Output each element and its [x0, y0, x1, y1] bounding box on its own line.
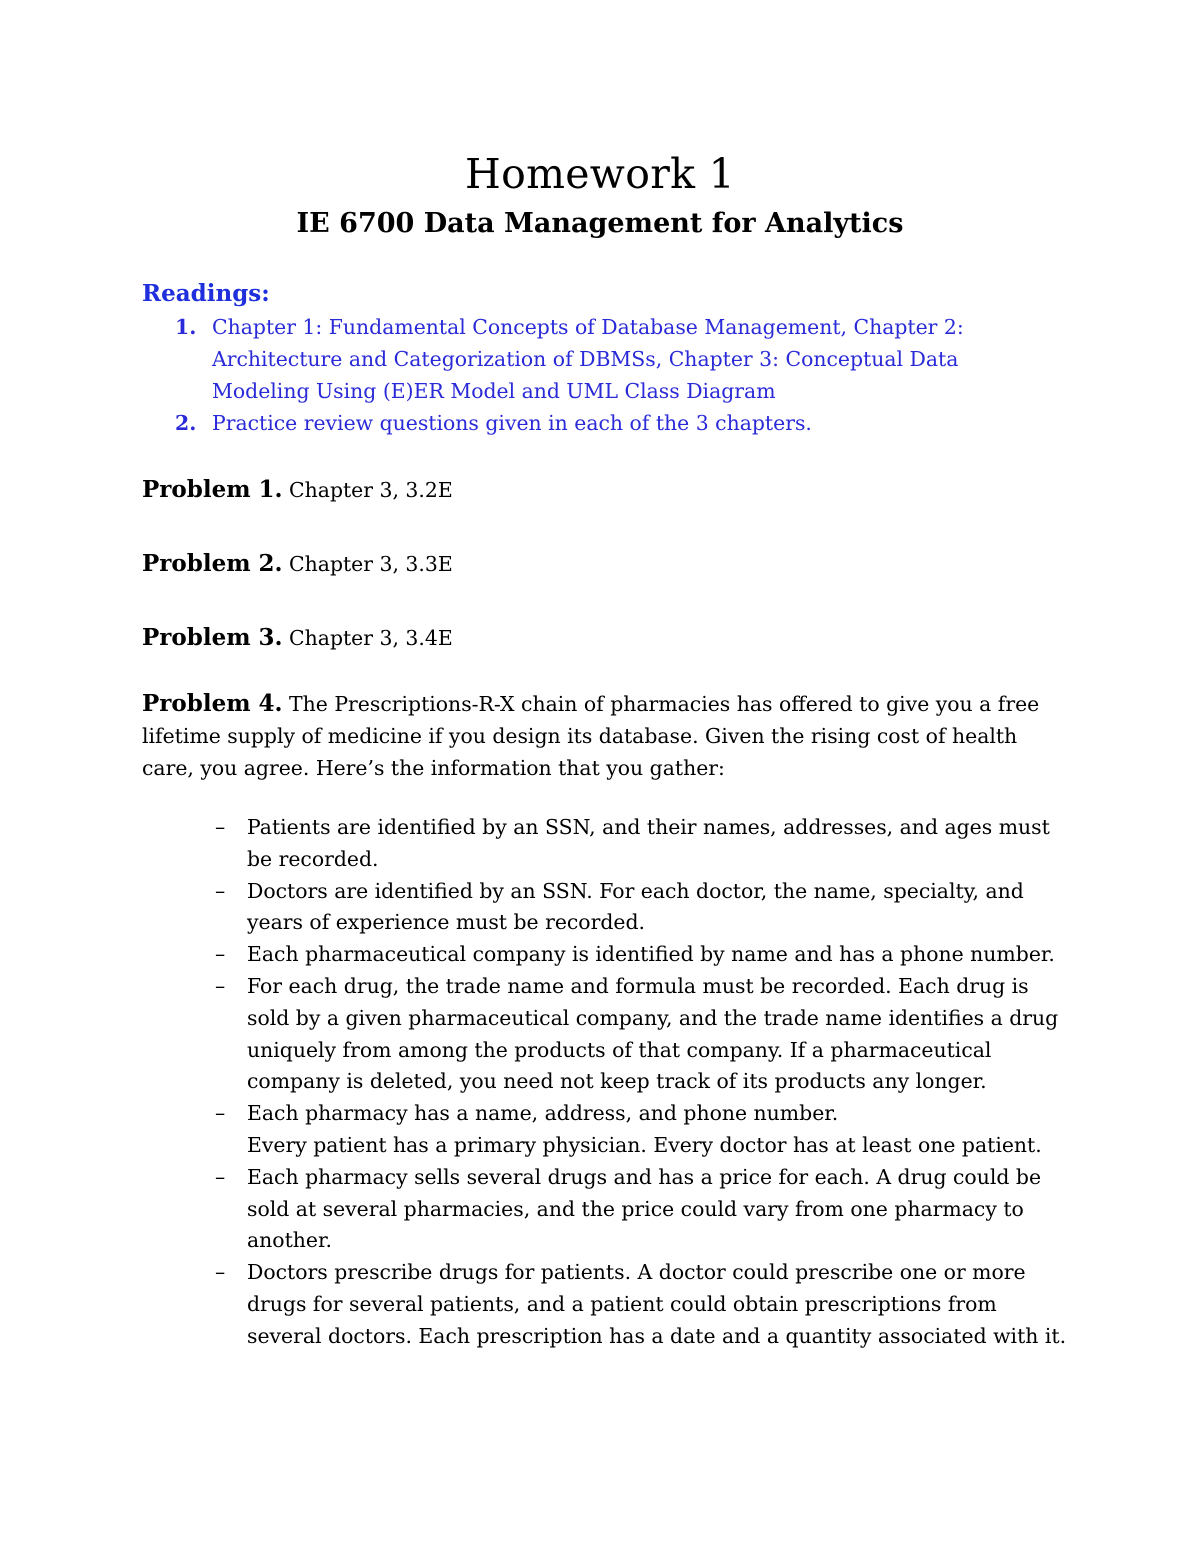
readings-heading: Readings:: [142, 280, 270, 307]
document-title: Homework 1: [465, 150, 735, 198]
requirement-item: [142, 1098, 1072, 1162]
requirement-text: Each pharmacy sells several drugs and has a price for each. A drug could be sold at several pharmacies, and the price could vary from one pharmacy to another.: [247, 1164, 1042, 1253]
dash-bullet: –: [215, 942, 226, 967]
problem-text: The Prescriptions-R-X chain of pharmacies has offered to give you a free lifetime supply of medicine if you design its database. Given the rising cost of health care, you agree. Here’s the information that you gather:: [142, 692, 1040, 780]
requirement-text: Patients are identified by an SSN, and their names, addresses, and ages must be recorded.: [247, 815, 1050, 871]
reading-number: 1.: [175, 315, 197, 339]
readings-list: [142, 311, 1002, 439]
problem-text: Chapter 3, 3.4E: [289, 626, 453, 650]
problem-label: Problem 1.: [142, 476, 283, 503]
dash-bullet: –: [215, 878, 226, 903]
problem-1: [142, 474, 1062, 506]
dash-bullet: –: [215, 1101, 226, 1126]
requirement-item: [142, 1162, 1072, 1257]
problem-3: [142, 622, 1062, 654]
problem-text: Chapter 3, 3.3E: [289, 552, 453, 576]
requirement-text: Doctors are identified by an SSN. For each doctor, the name, specialty, and years of experience must be recorded.: [247, 878, 1024, 935]
requirement-text: Each pharmaceutical company is identified by name and has a phone number.: [247, 942, 1055, 967]
requirement-item: [142, 971, 1072, 1098]
reading-item: [142, 311, 1002, 407]
dash-bullet: –: [215, 815, 226, 839]
requirement-item: [142, 876, 1072, 940]
dash-bullet: –: [215, 973, 226, 998]
requirement-item: [142, 1257, 1072, 1352]
document-subtitle: IE 6700 Data Management for Analytics: [296, 208, 904, 239]
requirement-item: [142, 812, 1072, 876]
problem-label: Problem 2.: [142, 550, 283, 577]
problem-2: [142, 548, 1062, 580]
reading-text: Practice review questions given in each of the 3 chapters.: [212, 411, 812, 435]
problem-label: Problem 3.: [142, 624, 283, 651]
requirement-extra-text: Every patient has a primary physician. Every doctor has at least one patient.: [247, 1132, 1042, 1157]
requirement-text: Doctors prescribe drugs for patients. A doctor could prescribe one or more drugs for several patients, and a patient could obtain prescriptions from several doctors. Each prescription has a date and a quantity associated with it.: [247, 1260, 1067, 1348]
reading-text: Chapter 1: Fundamental Concepts of Database Management, Chapter 2: Architecture and Categorization of DBMSs, Chapter 3: Conceptual Data Modeling Using (E)ER Model and UML Class Diagram: [212, 315, 964, 403]
requirements-list: [142, 812, 1072, 1353]
problem-label: Problem 4.: [142, 690, 283, 717]
requirement-text: Each pharmacy has a name, address, and phone number.: [247, 1101, 839, 1126]
problem-4: [142, 688, 1062, 784]
requirement-item: [142, 939, 1072, 971]
dash-bullet: –: [215, 1260, 226, 1285]
dash-bullet: –: [215, 1164, 226, 1189]
problem-text: Chapter 3, 3.2E: [289, 478, 453, 502]
requirement-text: For each drug, the trade name and formula must be recorded. Each drug is sold by a given pharmaceutical company, and the trade name identifies a drug uniquely from among the products of that company. If a pharmaceutical company is deleted, you need not keep track of its products any longer.: [247, 973, 1059, 1094]
reading-number: 2.: [175, 411, 197, 435]
reading-item: [142, 407, 1002, 439]
